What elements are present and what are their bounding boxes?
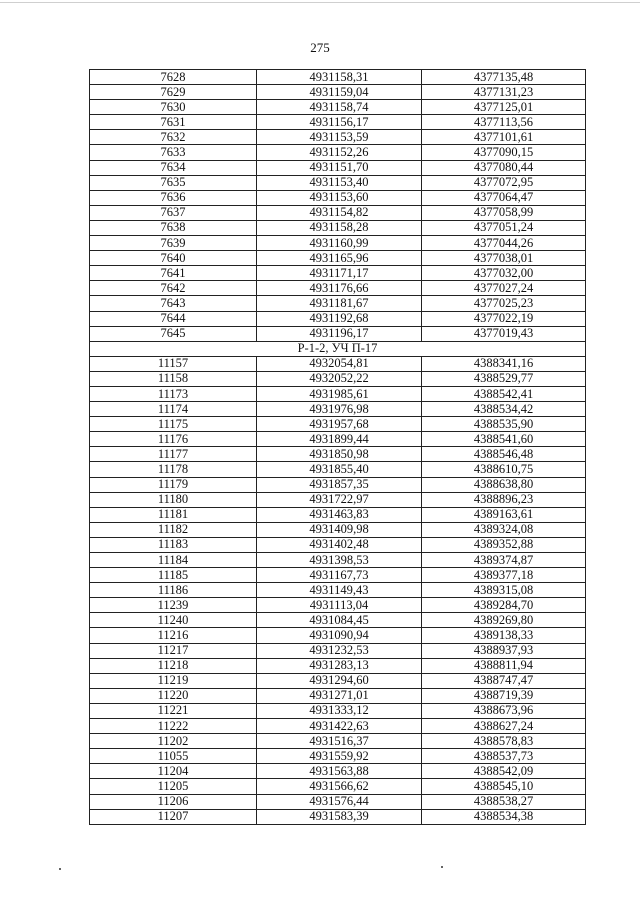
coordinate-y-cell: 4377058,99	[422, 205, 586, 220]
coordinate-y-cell: 4377064,47	[422, 190, 586, 205]
table-row	[90, 371, 586, 386]
point-number-cell: 11180	[90, 492, 257, 507]
coordinate-y-cell: 4388529,77	[422, 371, 586, 386]
table-row	[90, 507, 586, 522]
point-number-cell: 11176	[90, 432, 257, 447]
coordinate-y-cell: 4388546,48	[422, 447, 586, 462]
coordinate-x-cell: 4931167,73	[257, 568, 422, 583]
coordinate-y-cell: 4388610,75	[422, 462, 586, 477]
coordinate-y-cell: 4388719,39	[422, 688, 586, 703]
coordinate-y-cell: 4388538,27	[422, 794, 586, 809]
point-number-cell: 11220	[90, 688, 257, 703]
table-row	[90, 402, 586, 417]
point-number-cell: 11184	[90, 553, 257, 568]
point-number-cell: 11183	[90, 537, 257, 552]
point-number-cell: 7628	[90, 70, 257, 85]
scan-top-edge	[0, 2, 640, 3]
coordinate-y-cell: 4377027,24	[422, 281, 586, 296]
point-number-cell: 11240	[90, 613, 257, 628]
table-row	[90, 553, 586, 568]
coordinate-y-cell: 4388627,24	[422, 719, 586, 734]
coordinate-x-cell: 4931153,40	[257, 175, 422, 190]
coordinate-y-cell: 4377113,56	[422, 115, 586, 130]
point-number-cell: 11178	[90, 462, 257, 477]
point-number-cell: 11179	[90, 477, 257, 492]
point-number-cell: 7633	[90, 145, 257, 160]
coordinate-x-cell: 4931171,17	[257, 266, 422, 281]
coordinate-y-cell: 4377032,00	[422, 266, 586, 281]
table-row	[90, 628, 586, 643]
coordinate-y-cell: 4389284,70	[422, 598, 586, 613]
coordinate-y-cell: 4388537,73	[422, 749, 586, 764]
point-number-cell: 7635	[90, 175, 257, 190]
coordinate-y-cell: 4388542,41	[422, 386, 586, 401]
table-row	[90, 326, 586, 341]
coordinates-table	[89, 69, 586, 825]
coordinate-x-cell: 4931165,96	[257, 251, 422, 266]
coordinate-x-cell: 4931516,37	[257, 734, 422, 749]
point-number-cell: 11157	[90, 356, 257, 371]
coordinate-y-cell: 4377135,48	[422, 70, 586, 85]
point-number-cell: 11216	[90, 628, 257, 643]
point-number-cell: 11174	[90, 402, 257, 417]
coordinate-y-cell: 4377051,24	[422, 220, 586, 235]
point-number-cell: 11185	[90, 568, 257, 583]
table-row	[90, 311, 586, 326]
point-number-cell: 7629	[90, 85, 257, 100]
point-number-cell: 7643	[90, 296, 257, 311]
coordinate-x-cell: 4931232,53	[257, 643, 422, 658]
coordinate-x-cell: 4931294,60	[257, 673, 422, 688]
table-row	[90, 356, 586, 371]
coordinate-y-cell: 4388578,83	[422, 734, 586, 749]
point-number-cell: 7640	[90, 251, 257, 266]
table-row	[90, 130, 586, 145]
coordinate-x-cell: 4931154,82	[257, 205, 422, 220]
point-number-cell: 7642	[90, 281, 257, 296]
table-row	[90, 281, 586, 296]
table-row	[90, 734, 586, 749]
table-row	[90, 598, 586, 613]
table-row	[90, 537, 586, 552]
coordinate-x-cell: 4931583,39	[257, 809, 422, 824]
point-number-cell: 11204	[90, 764, 257, 779]
point-number-cell: 11218	[90, 658, 257, 673]
table-row	[90, 100, 586, 115]
table-row	[90, 386, 586, 401]
coordinate-y-cell: 4388534,38	[422, 809, 586, 824]
coordinate-x-cell: 4931976,98	[257, 402, 422, 417]
table-row	[90, 492, 586, 507]
coordinate-y-cell: 4388541,60	[422, 432, 586, 447]
coordinate-y-cell: 4389324,08	[422, 522, 586, 537]
table-row	[90, 462, 586, 477]
point-number-cell: 7630	[90, 100, 257, 115]
table-row	[90, 447, 586, 462]
point-number-cell: 11055	[90, 749, 257, 764]
point-number-cell: 11158	[90, 371, 257, 386]
table-row	[90, 85, 586, 100]
coordinate-x-cell: 4931149,43	[257, 583, 422, 598]
coordinate-y-cell: 4388341,16	[422, 356, 586, 371]
coordinate-x-cell: 4931283,13	[257, 658, 422, 673]
point-number-cell: 11181	[90, 507, 257, 522]
table-row	[90, 673, 586, 688]
coordinate-y-cell: 4388937,93	[422, 643, 586, 658]
point-number-cell: 7641	[90, 266, 257, 281]
coordinate-x-cell: 4931196,17	[257, 326, 422, 341]
coordinate-x-cell: 4931899,44	[257, 432, 422, 447]
table-row	[90, 145, 586, 160]
coordinate-y-cell: 4388747,47	[422, 673, 586, 688]
coordinate-x-cell: 4931985,61	[257, 386, 422, 401]
point-number-cell: 7638	[90, 220, 257, 235]
coordinate-x-cell: 4932052,22	[257, 371, 422, 386]
coordinate-x-cell: 4931181,67	[257, 296, 422, 311]
coordinate-x-cell: 4931153,59	[257, 130, 422, 145]
coordinate-y-cell: 4389374,87	[422, 553, 586, 568]
table-row	[90, 417, 586, 432]
table-row	[90, 190, 586, 205]
point-number-cell: 7637	[90, 205, 257, 220]
table-row	[90, 266, 586, 281]
coordinate-y-cell: 4377072,95	[422, 175, 586, 190]
coordinate-x-cell: 4931158,28	[257, 220, 422, 235]
coordinate-y-cell: 4377131,23	[422, 85, 586, 100]
point-number-cell: 11182	[90, 522, 257, 537]
coordinate-y-cell: 4389352,88	[422, 537, 586, 552]
point-number-cell: 7631	[90, 115, 257, 130]
section-heading-row	[90, 341, 586, 356]
coordinate-x-cell: 4931153,60	[257, 190, 422, 205]
coordinate-x-cell: 4931855,40	[257, 462, 422, 477]
coordinate-x-cell: 4931152,26	[257, 145, 422, 160]
point-number-cell: 11217	[90, 643, 257, 658]
table-row	[90, 205, 586, 220]
point-number-cell: 7634	[90, 160, 257, 175]
coordinate-y-cell: 4377022,19	[422, 311, 586, 326]
point-number-cell: 7645	[90, 326, 257, 341]
table-row	[90, 719, 586, 734]
coordinate-y-cell: 4388542,09	[422, 764, 586, 779]
coordinate-x-cell: 4931176,66	[257, 281, 422, 296]
point-number-cell: 7644	[90, 311, 257, 326]
coordinate-x-cell: 4931113,04	[257, 598, 422, 613]
coordinate-y-cell: 4388811,94	[422, 658, 586, 673]
coordinate-y-cell: 4388535,90	[422, 417, 586, 432]
coordinate-y-cell: 4389269,80	[422, 613, 586, 628]
coordinate-y-cell: 4388534,42	[422, 402, 586, 417]
scan-speck	[441, 866, 443, 868]
coordinate-x-cell: 4931333,12	[257, 703, 422, 718]
coordinate-x-cell: 4931722,97	[257, 492, 422, 507]
coordinate-x-cell: 4931857,35	[257, 477, 422, 492]
coordinate-y-cell: 4377044,26	[422, 236, 586, 251]
point-number-cell: 11173	[90, 386, 257, 401]
coordinate-y-cell: 4377090,15	[422, 145, 586, 160]
coordinate-y-cell: 4377080,44	[422, 160, 586, 175]
table-row	[90, 175, 586, 190]
table-row	[90, 236, 586, 251]
coordinate-x-cell: 4931090,94	[257, 628, 422, 643]
coordinate-x-cell: 4931158,74	[257, 100, 422, 115]
table-row	[90, 764, 586, 779]
table-row	[90, 568, 586, 583]
page-number: 275	[310, 40, 330, 55]
table-row	[90, 70, 586, 85]
point-number-cell: 11206	[90, 794, 257, 809]
coordinate-x-cell: 4931084,45	[257, 613, 422, 628]
scan-speck	[59, 868, 61, 870]
coordinate-x-cell: 4931409,98	[257, 522, 422, 537]
point-number-cell: 11186	[90, 583, 257, 598]
point-number-cell: 11239	[90, 598, 257, 613]
point-number-cell: 7639	[90, 236, 257, 251]
point-number-cell: 11207	[90, 809, 257, 824]
table-row	[90, 613, 586, 628]
coordinate-y-cell: 4388896,23	[422, 492, 586, 507]
coordinate-x-cell: 4931422,63	[257, 719, 422, 734]
table-row	[90, 688, 586, 703]
table-row	[90, 779, 586, 794]
table-row	[90, 643, 586, 658]
table-row	[90, 522, 586, 537]
coordinates-table-body	[90, 70, 586, 825]
table-row	[90, 809, 586, 824]
point-number-cell: 7632	[90, 130, 257, 145]
table-row	[90, 220, 586, 235]
coordinate-x-cell: 4931158,31	[257, 70, 422, 85]
table-row	[90, 432, 586, 447]
coordinate-y-cell: 4389315,08	[422, 583, 586, 598]
coordinate-y-cell: 4377038,01	[422, 251, 586, 266]
point-number-cell: 11175	[90, 417, 257, 432]
point-number-cell: 11219	[90, 673, 257, 688]
coordinate-x-cell: 4931402,48	[257, 537, 422, 552]
coordinate-y-cell: 4377125,01	[422, 100, 586, 115]
coordinate-y-cell: 4388545,10	[422, 779, 586, 794]
coordinate-x-cell: 4931160,99	[257, 236, 422, 251]
table-row	[90, 794, 586, 809]
section-heading: Р-1-2, УЧ П-17	[90, 341, 586, 356]
table-row	[90, 477, 586, 492]
coordinate-x-cell: 4931398,53	[257, 553, 422, 568]
point-number-cell: 7636	[90, 190, 257, 205]
coordinate-x-cell: 4931957,68	[257, 417, 422, 432]
coordinate-y-cell: 4389163,61	[422, 507, 586, 522]
table-row	[90, 703, 586, 718]
coordinate-x-cell: 4931151,70	[257, 160, 422, 175]
coordinate-x-cell: 4931159,04	[257, 85, 422, 100]
point-number-cell: 11221	[90, 703, 257, 718]
point-number-cell: 11202	[90, 734, 257, 749]
table-row	[90, 658, 586, 673]
coordinate-x-cell: 4931192,68	[257, 311, 422, 326]
table-row	[90, 115, 586, 130]
coordinate-x-cell: 4931559,92	[257, 749, 422, 764]
point-number-cell: 11205	[90, 779, 257, 794]
coordinate-x-cell: 4931576,44	[257, 794, 422, 809]
coordinate-x-cell: 4932054,81	[257, 356, 422, 371]
coordinate-y-cell: 4389138,33	[422, 628, 586, 643]
point-number-cell: 11222	[90, 719, 257, 734]
table-row	[90, 583, 586, 598]
coordinate-y-cell: 4377019,43	[422, 326, 586, 341]
table-row	[90, 749, 586, 764]
coordinate-x-cell: 4931850,98	[257, 447, 422, 462]
coordinate-x-cell: 4931271,01	[257, 688, 422, 703]
coordinate-x-cell: 4931463,83	[257, 507, 422, 522]
coordinate-y-cell: 4377101,61	[422, 130, 586, 145]
coordinate-x-cell: 4931156,17	[257, 115, 422, 130]
coordinate-y-cell: 4388673,96	[422, 703, 586, 718]
coordinate-y-cell: 4389377,18	[422, 568, 586, 583]
coordinate-x-cell: 4931566,62	[257, 779, 422, 794]
table-row	[90, 160, 586, 175]
coordinate-y-cell: 4388638,80	[422, 477, 586, 492]
table-row	[90, 251, 586, 266]
table-row	[90, 296, 586, 311]
point-number-cell: 11177	[90, 447, 257, 462]
coordinate-x-cell: 4931563,88	[257, 764, 422, 779]
coordinate-y-cell: 4377025,23	[422, 296, 586, 311]
